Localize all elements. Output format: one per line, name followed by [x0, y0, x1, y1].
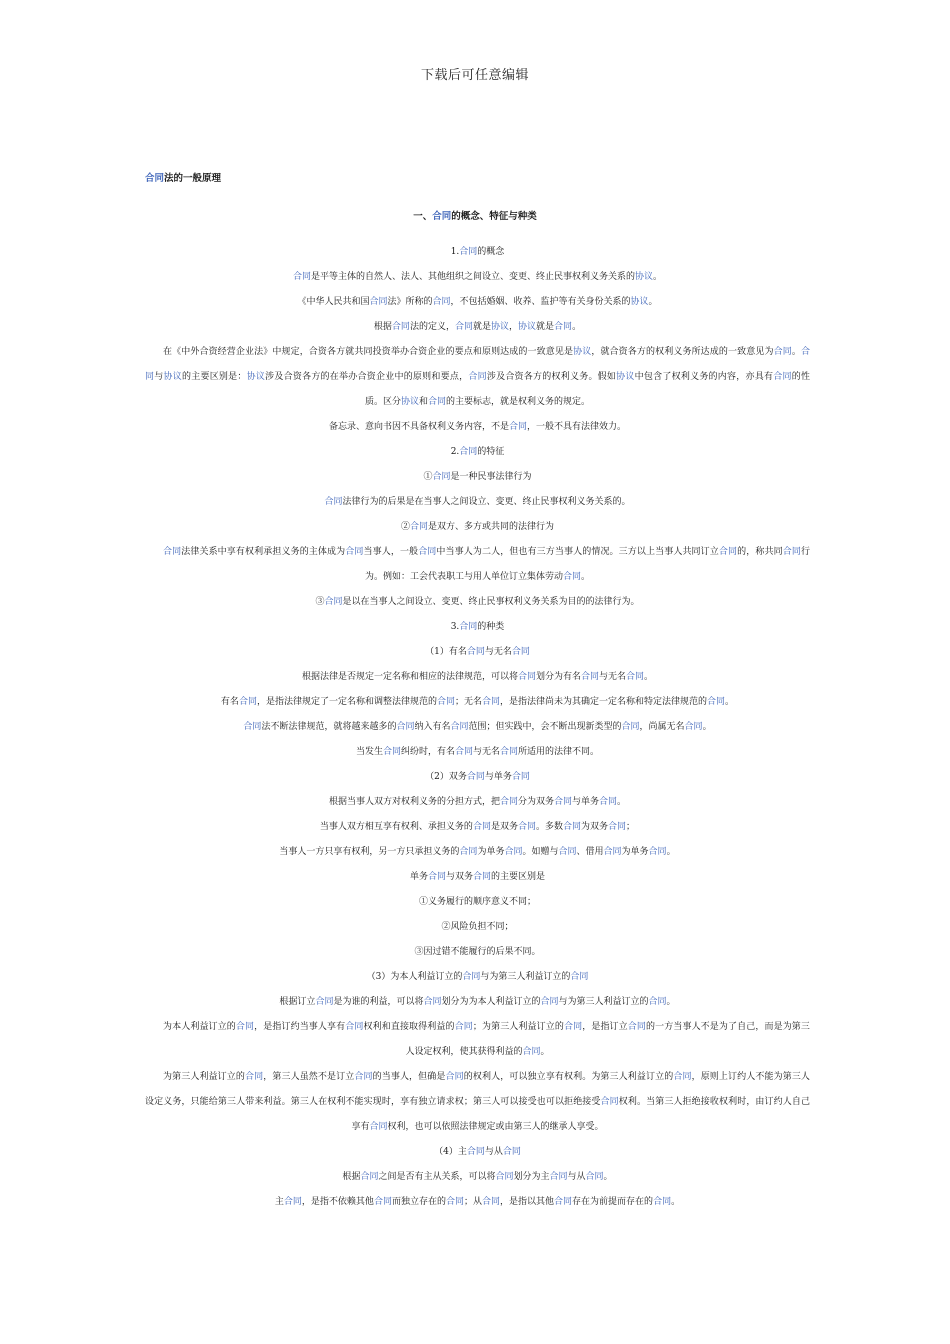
keyword: 合同 [495, 1172, 514, 1182]
keyword: 合同 [391, 322, 410, 332]
keyword: 合同 [432, 297, 451, 307]
paragraph: ①合同是一种民事法律行为 [423, 472, 532, 482]
keyword: 合同 [580, 672, 599, 682]
paragraph: 《中华人民共和国合同法》所称的合同，不包括婚姻、收养、监护等有关身份关系的协议。 [297, 297, 658, 307]
keyword: 合同 [466, 647, 485, 657]
keyword: 合同 [235, 1022, 255, 1032]
keyword: 合同 [522, 1047, 541, 1057]
paragraph: 根据合同法的定义，合同就是协议，协议就是合同。 [373, 322, 582, 332]
paragraph: （1）有名合同与无名合同 [425, 647, 530, 657]
paragraph: ③合同是以在当事人之间设立、变更、终止民事权利义务关系为目的的法律行为。 [315, 597, 640, 607]
keyword: 合同 [563, 822, 582, 832]
paragraph: 合同法律关系中享有权利承担义务的主体成为合同当事人，一般合同中当事人为二人，但也有三方当事人的情况。三方以上当事人共同订立合同的，称共同合同行为。例如：工会代表职工与用人单位订立集体劳动合同。 [163, 547, 810, 582]
paragraph: ①义务履行的顺序意义不同； [418, 897, 536, 907]
keyword: 合同 [409, 522, 428, 532]
paragraph: 当事人双方相互享有权利、承担义务的合同是双务合同。多数合同为双务合同； [319, 822, 636, 832]
keyword: 合同 [163, 547, 182, 557]
paragraph: ②风险负担不同； [441, 922, 514, 932]
keyword: 合同 [145, 173, 165, 184]
keyword: 合同 [482, 1197, 501, 1207]
keyword: 合同 [345, 1022, 364, 1032]
paragraph: 在《中外合资经营企业法》中规定，合资各方就共同投资举办合资企业的要点和原则达成的一致意见是协议，就合资各方的权利义务所达成的一致意见为合同。合同与协议的主要区别是：协议涉及合资各方的在举办合资企业中的原则和要点，合同涉及合资各方的权利义务。假如协议中包含了权利义务的内容，亦具有合同的性质。区分协议和合同的主要标志，就是权利义务的规定。 [145, 347, 810, 407]
keyword: 合同 [454, 1022, 473, 1032]
keyword: 合同 [423, 997, 442, 1007]
keyword: 合同 [648, 997, 667, 1007]
keyword: 合同 [354, 1072, 373, 1082]
keyword: 协议 [246, 372, 266, 382]
keyword: 合同 [418, 547, 437, 557]
keyword: 合同 [673, 1072, 692, 1082]
keyword: 合同 [553, 797, 572, 807]
keyword: 合同 [360, 1172, 379, 1182]
keyword: 合同 [445, 1197, 464, 1207]
paragraph: ②合同是双方、多方或共同的法律行为 [400, 522, 555, 532]
keyword: 合同 [473, 872, 492, 882]
paragraph: 合同法不断法律规范，就将越来越多的合同纳入有名合同范围；但实践中，会不断出现新类型的合同，尚属无名合同。 [243, 722, 712, 732]
keyword: 合同 [459, 247, 478, 257]
keyword: 合同 [554, 322, 573, 332]
paragraph: 根据法律是否规定一定名称和相应的法律规范，可以将合同划分为有名合同与无名合同。 [301, 672, 654, 682]
paragraph: 备忘录、意向书因不具备权利义务内容，不是合同，一般不具有法律效力。 [328, 422, 627, 432]
paragraph: 合同法律行为的后果是在当事人之间设立、变更、终止民事权利义务关系的。 [324, 497, 631, 507]
paragraph: ③因过错不能履行的后果不同。 [414, 947, 541, 957]
keyword: 合同 [570, 972, 589, 982]
paragraph: 有名合同，是指法律规定了一定名称和调整法律规范的合同；无名合同，是指法律尚未为其确定一定名称和特定法律规范的合同。 [220, 697, 735, 707]
keyword: 合同 [369, 297, 388, 307]
keyword: 合同 [499, 797, 518, 807]
keyword: 合同 [502, 1147, 521, 1157]
keyword: 合同 [707, 697, 726, 707]
keyword: 合同 [563, 1022, 583, 1032]
keyword: 合同 [382, 747, 401, 757]
keyword: 合同 [600, 1097, 619, 1107]
keyword: 合同 [459, 447, 478, 457]
keyword: 合同 [445, 1072, 464, 1082]
keyword: 合同 [653, 1197, 672, 1207]
keyword: 协议 [400, 397, 419, 407]
keyword: 合同 [345, 547, 364, 557]
paragraph: 根据订立合同是为谁的利益，可以将合同划分为为本人利益订立的合同与为第三人利益订立的合同。 [279, 997, 676, 1007]
paragraph: （4）主合同与从合同 [434, 1147, 521, 1157]
keyword: 合同 [245, 1072, 264, 1082]
keyword: 合同 [427, 872, 446, 882]
keyword: 合同 [549, 1172, 568, 1182]
paragraph: （2）双务合同与单务合同 [425, 772, 530, 782]
keyword: 合同 [627, 1022, 647, 1032]
keyword: 合同 [626, 672, 645, 682]
keyword: 合同 [603, 847, 622, 857]
keyword: 合同 [468, 372, 487, 382]
document-title: 合同法的一般原理 [145, 173, 222, 184]
keyword: 合同 [517, 822, 536, 832]
section-heading: 一、合同的概念、特征与种类 [413, 211, 537, 222]
keyword: 合同 [145, 347, 810, 382]
keyword: 合同 [450, 722, 469, 732]
keyword: 合同 [459, 847, 478, 857]
keyword: 合同 [454, 322, 473, 332]
keyword: 合同 [517, 672, 536, 682]
keyword: 协议 [630, 297, 649, 307]
page-header: 下载后可任意编辑 [420, 68, 529, 83]
keyword: 合同 [511, 647, 530, 657]
paragraph: 为本人利益订立的合同，是指订约当事人享有合同权利和直接取得利益的合同；为第三人利益订立的合同，是指订立合同的一方当事人不是为了自己，而是为第三人设定权利，使其获得利益的合同。 [163, 1022, 810, 1057]
keyword: 合同 [283, 1197, 302, 1207]
paragraph: 当事人一方只享有权利，另一方只承担义务的合同为单务合同。如赠与合同、借用合同为单务合同。 [279, 847, 676, 857]
keyword: 合同 [428, 397, 447, 407]
keyword: 协议 [490, 322, 509, 332]
keyword: 合同 [684, 722, 703, 732]
keyword: 协议 [163, 372, 182, 382]
keyword: 合同 [773, 372, 792, 382]
keyword: 协议 [616, 372, 635, 382]
keyword: 合同 [466, 772, 485, 782]
keyword: 协议 [573, 347, 592, 357]
paragraph: 根据当事人双方对权利义务的分担方式，把合同分为双务合同与单务合同。 [328, 797, 627, 807]
paragraph: 当发生合同纠纷时，有名合同与无名合同所适用的法律不同。 [355, 747, 600, 757]
paragraph: 合同是平等主体的自然人、法人、其他组织之间设立、变更、终止民事权利义务关系的协议。 [292, 272, 663, 282]
keyword: 合同 [504, 847, 523, 857]
paragraph: （3）为本人利益订立的合同与为第三人利益订立的合同 [366, 972, 589, 982]
keyword: 协议 [635, 272, 654, 282]
keyword: 合同 [238, 697, 257, 707]
keyword: 合同 [315, 997, 334, 1007]
paragraph: 3.合同的种类 [450, 622, 505, 632]
keyword: 合同 [324, 597, 343, 607]
keyword: 合同 [558, 847, 577, 857]
keyword: 合同 [432, 472, 451, 482]
keyword: 合同 [718, 547, 738, 557]
keyword: 合同 [540, 997, 559, 1007]
keyword: 合同 [459, 622, 478, 632]
keyword: 合同 [773, 347, 792, 357]
paragraph: 根据合同之间是否有主从关系，可以将合同划分为主合同与从合同。 [342, 1172, 613, 1182]
paragraph: 2.合同的特征 [450, 447, 505, 457]
keyword: 合同 [621, 722, 640, 732]
keyword: 合同 [292, 272, 311, 282]
keyword: 合同 [508, 422, 527, 432]
keyword: 合同 [500, 747, 519, 757]
keyword: 合同 [466, 1147, 485, 1157]
keyword: 合同 [462, 972, 481, 982]
keyword: 合同 [554, 1197, 573, 1207]
paragraph: 1.合同的概念 [450, 247, 505, 257]
keyword: 合同 [243, 722, 262, 732]
keyword: 合同 [396, 722, 415, 732]
keyword: 合同 [436, 697, 455, 707]
keyword: 合同 [369, 1122, 388, 1132]
keyword: 合同 [511, 772, 530, 782]
keyword: 协议 [518, 322, 537, 332]
body-text [145, 240, 810, 1215]
keyword: 合同 [782, 547, 801, 557]
paragraph: 单务合同与双务合同的主要区别是 [409, 872, 546, 882]
keyword: 合同 [432, 211, 452, 222]
keyword: 合同 [454, 747, 473, 757]
paragraph: 主合同，是指不依赖其他合同而独立存在的合同；从合同，是指以其他合同存在为前提而存在的合同。 [274, 1197, 681, 1207]
keyword: 合同 [599, 797, 618, 807]
keyword: 合同 [482, 697, 501, 707]
keyword: 合同 [562, 572, 581, 582]
keyword: 合同 [648, 847, 667, 857]
keyword: 合同 [324, 497, 343, 507]
keyword: 合同 [472, 822, 491, 832]
keyword: 合同 [608, 822, 627, 832]
paragraph: 为第三人利益订立的合同，第三人虽然不是订立合同的当事人，但确是合同的权利人，可以独立享有权利。为第三人利益订立的合同，原则上订约人不能为第三人设定义务，只能给第三人带来利益。第三人在权利不能实现时，享有独立请求权；第三人可以接受也可以拒绝接受合同权利。当第三人拒绝接收权利时，由订约人自己享有合同权利，也可以依照法律规定或由第三人的继承人享受。 [145, 1072, 810, 1132]
keyword: 合同 [373, 1197, 392, 1207]
keyword: 合同 [585, 1172, 604, 1182]
